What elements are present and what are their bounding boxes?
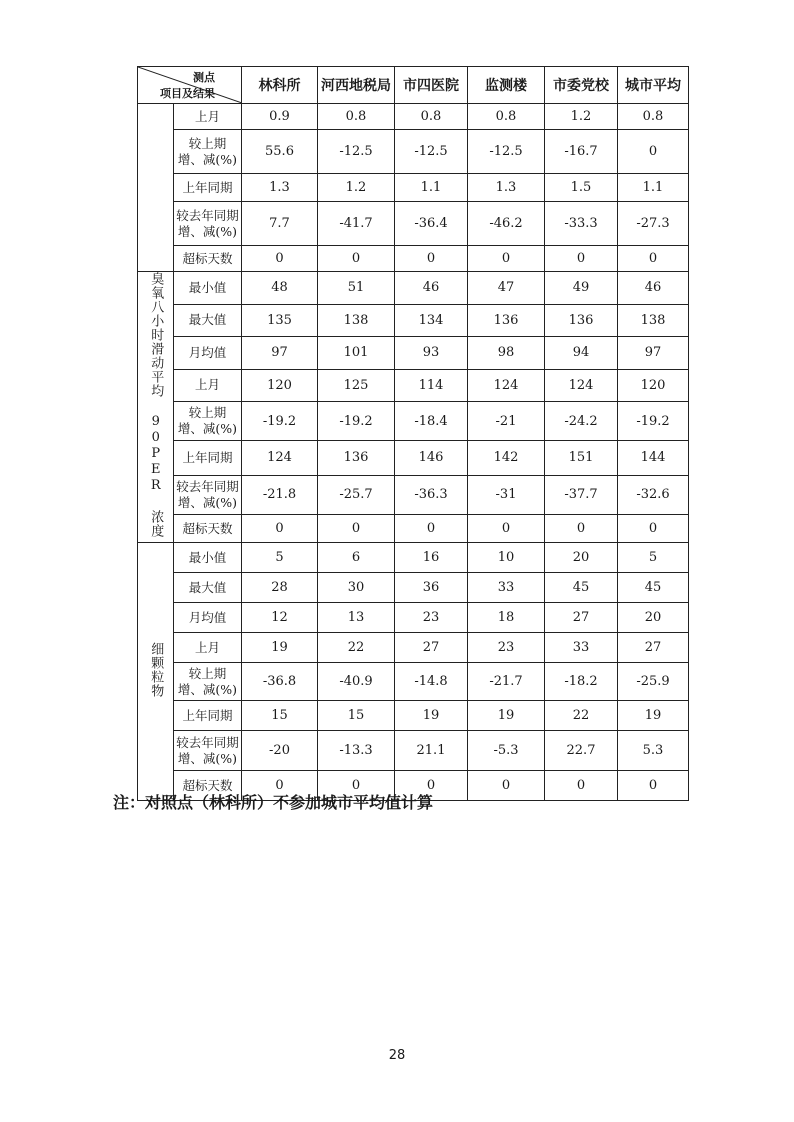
air-quality-table	[137, 66, 689, 801]
corner-header	[138, 67, 242, 104]
row-label: 上年同期	[174, 441, 242, 476]
value-cell: 51	[318, 272, 395, 305]
value-cell: 0	[242, 771, 318, 801]
value-cell: 0.8	[468, 104, 545, 130]
table-row	[138, 402, 689, 441]
value-cell: 94	[545, 337, 618, 370]
table-row	[138, 514, 689, 542]
value-cell: 0.8	[618, 104, 689, 130]
table-row	[138, 603, 689, 633]
value-cell: -40.9	[318, 663, 395, 701]
value-cell: 1.2	[318, 174, 395, 202]
column-header: 市委党校	[545, 67, 618, 104]
category-cell	[138, 272, 174, 543]
table-row	[138, 441, 689, 476]
header-row	[138, 67, 689, 104]
value-cell: 5	[618, 543, 689, 573]
value-cell: 120	[618, 369, 689, 402]
value-cell: 7.7	[242, 202, 318, 246]
value-cell: 0	[318, 514, 395, 542]
row-label: 上月	[174, 104, 242, 130]
value-cell: 27	[545, 603, 618, 633]
value-cell: 18	[468, 603, 545, 633]
value-cell: 22.7	[545, 731, 618, 771]
table-row	[138, 337, 689, 370]
category-label: 细颗粒物	[148, 641, 164, 698]
row-label: 较上期 增、减(%)	[174, 663, 242, 701]
table-row	[138, 701, 689, 731]
value-cell: 0	[545, 246, 618, 272]
table-row	[138, 174, 689, 202]
value-cell: -25.9	[618, 663, 689, 701]
value-cell: 15	[318, 701, 395, 731]
value-cell: 93	[395, 337, 468, 370]
value-cell: 0	[618, 514, 689, 542]
corner-bottom-label: 项目及结果	[160, 87, 215, 100]
value-cell: -31	[468, 475, 545, 514]
value-cell: 136	[468, 304, 545, 337]
row-label: 较上期 增、减(%)	[174, 130, 242, 174]
value-cell: -46.2	[468, 202, 545, 246]
value-cell: 97	[618, 337, 689, 370]
value-cell: 27	[618, 633, 689, 663]
value-cell: 19	[468, 701, 545, 731]
value-cell: -24.2	[545, 402, 618, 441]
value-cell: 1.2	[545, 104, 618, 130]
table-row	[138, 202, 689, 246]
value-cell: -36.3	[395, 475, 468, 514]
value-cell: -37.7	[545, 475, 618, 514]
value-cell: 6	[318, 543, 395, 573]
row-label: 较去年同期 增、减(%)	[174, 475, 242, 514]
value-cell: 0	[545, 514, 618, 542]
value-cell: 125	[318, 369, 395, 402]
value-cell: 151	[545, 441, 618, 476]
value-cell: 49	[545, 272, 618, 305]
value-cell: -21.8	[242, 475, 318, 514]
value-cell: -32.6	[618, 475, 689, 514]
value-cell: -25.7	[318, 475, 395, 514]
value-cell: -12.5	[395, 130, 468, 174]
value-cell: -12.5	[318, 130, 395, 174]
value-cell: 23	[395, 603, 468, 633]
table-row	[138, 130, 689, 174]
row-label: 上年同期	[174, 701, 242, 731]
value-cell: 48	[242, 272, 318, 305]
row-label: 月均值	[174, 337, 242, 370]
value-cell: 98	[468, 337, 545, 370]
value-cell: 1.3	[242, 174, 318, 202]
value-cell: 124	[545, 369, 618, 402]
row-label: 超标天数	[174, 771, 242, 801]
value-cell: -5.3	[468, 731, 545, 771]
value-cell: -18.4	[395, 402, 468, 441]
value-cell: 5.3	[618, 731, 689, 771]
value-cell: 12	[242, 603, 318, 633]
value-cell: 0	[242, 514, 318, 542]
value-cell: 0	[395, 246, 468, 272]
table-row	[138, 633, 689, 663]
value-cell: 0	[618, 771, 689, 801]
value-cell: 10	[468, 543, 545, 573]
value-cell: 0.8	[318, 104, 395, 130]
value-cell: 30	[318, 573, 395, 603]
value-cell: 20	[545, 543, 618, 573]
row-label: 较上期 增、减(%)	[174, 402, 242, 441]
corner-top-label: 测点	[193, 71, 215, 84]
value-cell: 114	[395, 369, 468, 402]
value-cell: 46	[395, 272, 468, 305]
value-cell: 97	[242, 337, 318, 370]
value-cell: 23	[468, 633, 545, 663]
value-cell: 0	[618, 246, 689, 272]
value-cell: -19.2	[318, 402, 395, 441]
table-row	[138, 369, 689, 402]
row-label: 上月	[174, 369, 242, 402]
value-cell: 22	[318, 633, 395, 663]
value-cell: 0.8	[395, 104, 468, 130]
value-cell: 0	[318, 246, 395, 272]
value-cell: 136	[318, 441, 395, 476]
value-cell: 19	[242, 633, 318, 663]
value-cell: -21.7	[468, 663, 545, 701]
value-cell: 0	[468, 514, 545, 542]
value-cell: 0	[242, 246, 318, 272]
value-cell: -20	[242, 731, 318, 771]
row-label: 最大值	[174, 304, 242, 337]
value-cell: -18.2	[545, 663, 618, 701]
table-row	[138, 272, 689, 305]
value-cell: 5	[242, 543, 318, 573]
category-cell	[138, 543, 174, 801]
value-cell: -14.8	[395, 663, 468, 701]
column-header: 市四医院	[395, 67, 468, 104]
row-label: 最大值	[174, 573, 242, 603]
value-cell: 33	[545, 633, 618, 663]
value-cell: 0	[395, 514, 468, 542]
value-cell: -12.5	[468, 130, 545, 174]
row-label: 上月	[174, 633, 242, 663]
value-cell: 120	[242, 369, 318, 402]
value-cell: 19	[618, 701, 689, 731]
value-cell: 20	[618, 603, 689, 633]
value-cell: 46	[618, 272, 689, 305]
value-cell: -13.3	[318, 731, 395, 771]
row-label: 月均值	[174, 603, 242, 633]
value-cell: -27.3	[618, 202, 689, 246]
value-cell: 142	[468, 441, 545, 476]
category-label: 臭氧八小时滑动平均 90PER 浓度	[148, 272, 164, 538]
value-cell: 136	[545, 304, 618, 337]
value-cell: 138	[318, 304, 395, 337]
value-cell: 124	[242, 441, 318, 476]
table-row	[138, 104, 689, 130]
value-cell: 45	[545, 573, 618, 603]
value-cell: -36.4	[395, 202, 468, 246]
row-label: 最小值	[174, 272, 242, 305]
value-cell: 1.5	[545, 174, 618, 202]
category-cell	[138, 104, 174, 272]
value-cell: -19.2	[242, 402, 318, 441]
footnote: 注：对照点（林科所）不参加城市平均值计算	[113, 793, 434, 812]
value-cell: 0	[468, 246, 545, 272]
value-cell: 36	[395, 573, 468, 603]
table-row	[138, 475, 689, 514]
value-cell: 1.3	[468, 174, 545, 202]
row-label: 超标天数	[174, 246, 242, 272]
value-cell: -19.2	[618, 402, 689, 441]
value-cell: 22	[545, 701, 618, 731]
table-row	[138, 246, 689, 272]
table-row	[138, 731, 689, 771]
column-header: 林科所	[242, 67, 318, 104]
row-label: 上年同期	[174, 174, 242, 202]
value-cell: 146	[395, 441, 468, 476]
table-row	[138, 663, 689, 701]
value-cell: -36.8	[242, 663, 318, 701]
value-cell: 19	[395, 701, 468, 731]
value-cell: 47	[468, 272, 545, 305]
column-header: 河西地税局	[318, 67, 395, 104]
value-cell: 33	[468, 573, 545, 603]
table-row	[138, 573, 689, 603]
value-cell: 0	[545, 771, 618, 801]
value-cell: 55.6	[242, 130, 318, 174]
value-cell: 0	[468, 771, 545, 801]
page-number: 28	[388, 1048, 406, 1063]
value-cell: 101	[318, 337, 395, 370]
value-cell: 1.1	[395, 174, 468, 202]
table-row	[138, 304, 689, 337]
column-header: 城市平均	[618, 67, 689, 104]
value-cell: 138	[618, 304, 689, 337]
value-cell: 135	[242, 304, 318, 337]
value-cell: 1.1	[618, 174, 689, 202]
value-cell: 16	[395, 543, 468, 573]
value-cell: 15	[242, 701, 318, 731]
value-cell: -33.3	[545, 202, 618, 246]
value-cell: -21	[468, 402, 545, 441]
value-cell: 0	[395, 771, 468, 801]
value-cell: 0.9	[242, 104, 318, 130]
value-cell: 144	[618, 441, 689, 476]
value-cell: 13	[318, 603, 395, 633]
table-row	[138, 543, 689, 573]
value-cell: 28	[242, 573, 318, 603]
value-cell: -41.7	[318, 202, 395, 246]
value-cell: 134	[395, 304, 468, 337]
row-label: 超标天数	[174, 514, 242, 542]
row-label: 最小值	[174, 543, 242, 573]
value-cell: 21.1	[395, 731, 468, 771]
value-cell: -16.7	[545, 130, 618, 174]
value-cell: 124	[468, 369, 545, 402]
value-cell: 27	[395, 633, 468, 663]
column-header: 监测楼	[468, 67, 545, 104]
value-cell: 0	[618, 130, 689, 174]
row-label: 较去年同期 增、减(%)	[174, 731, 242, 771]
value-cell: 0	[318, 771, 395, 801]
value-cell: 45	[618, 573, 689, 603]
row-label: 较去年同期 增、减(%)	[174, 202, 242, 246]
